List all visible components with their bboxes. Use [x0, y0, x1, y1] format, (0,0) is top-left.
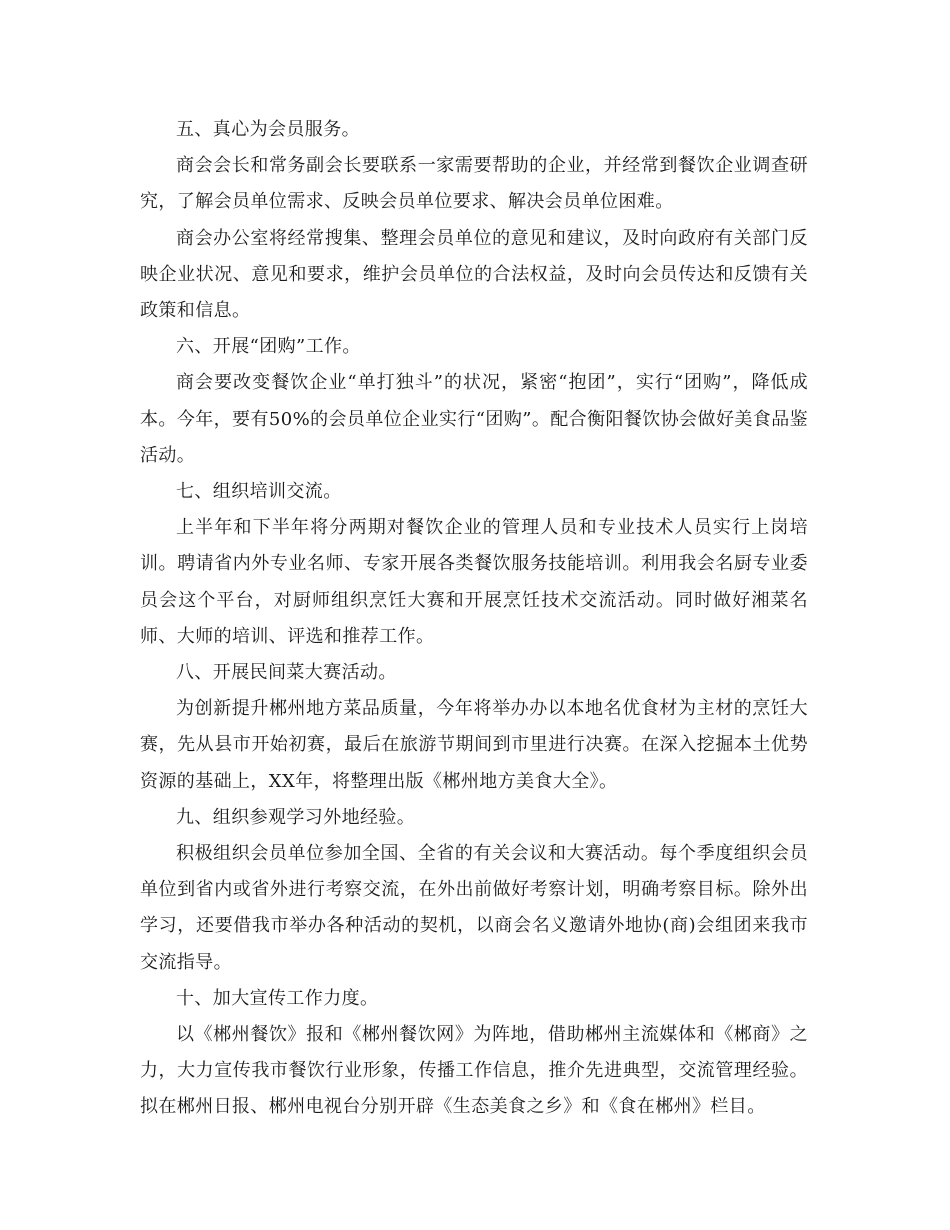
document-body	[140, 112, 808, 1126]
paragraph-5-1: 商会会长和常务副会长要联系一家需要帮助的企业，并经常到餐饮企业调查研究，了解会员单位需求、反映会员单位要求、解决会员单位困难。	[140, 155, 808, 213]
section-heading-7: 七、组织培训交流。	[176, 481, 342, 503]
paragraph-7-1: 上半年和下半年将分两期对餐饮企业的管理人员和专业技术人员实行上岗培训。聘请省内外专业名师、专家开展各类餐饮服务技能培训。利用我会名厨专业委员会这个平台，对厨师组织烹饪大赛和开展烹饪技术交流活动。同时做好湘菜名师、大师的培训、评选和推荐工作。	[140, 517, 808, 647]
paragraph-10-1: 以《郴州餐饮》报和《郴州餐饮网》为阵地，借助郴州主流媒体和《郴商》之力，大力宣传我市餐饮行业形象，传播工作信息，推介先进典型，交流管理经验。拟在郴州日报、郴州电视台分别开辟《生态美食之乡》和《食在郴州》栏目。	[140, 1024, 808, 1118]
paragraph-5-2: 商会办公室将经常搜集、整理会员单位的意见和建议，及时向政府有关部门反映企业状况、意见和要求，维护会员单位的合法权益，及时向会员传达和反馈有关政策和信息。	[140, 227, 808, 322]
section-heading-5: 五、真心为会员服务。	[176, 119, 360, 140]
section-heading-6: 六、开展“团购”工作。	[176, 336, 361, 358]
section-heading-8: 八、开展民间菜大赛活动。	[176, 662, 397, 684]
paragraph-6-1: 商会要改变餐饮企业“单打独斗”的状况，紧密“抱团”，实行“团购”，降低成本。今年，要有50%的会员单位企业实行“团购”。配合衡阳餐饮协会做好美食品鉴活动。	[140, 372, 808, 466]
paragraph-8-1: 为创新提升郴州地方菜品质量，今年将举办办以本地名优食材为主材的烹饪大赛，先从县市开始初赛，最后在旅游节期间到市里进行决赛。在深入挖掘本土优势资源的基础上，XX年，将整理出版《郴州地方美食大全》。	[140, 698, 808, 792]
section-heading-9: 九、组织参观学习外地经验。	[176, 806, 416, 828]
paragraph-9-1: 积极组织会员单位参加全国、全省的有关会议和大赛活动。每个季度组织会员单位到省内或省外进行考察交流，在外出前做好考察计划，明确考察目标。除外出学习，还要借我市举办各种活动的契机，以商会名义邀请外地协(商)会组团来我市交流指导。	[140, 843, 808, 973]
section-heading-10: 十、加大宣传工作力度。	[176, 987, 379, 1009]
